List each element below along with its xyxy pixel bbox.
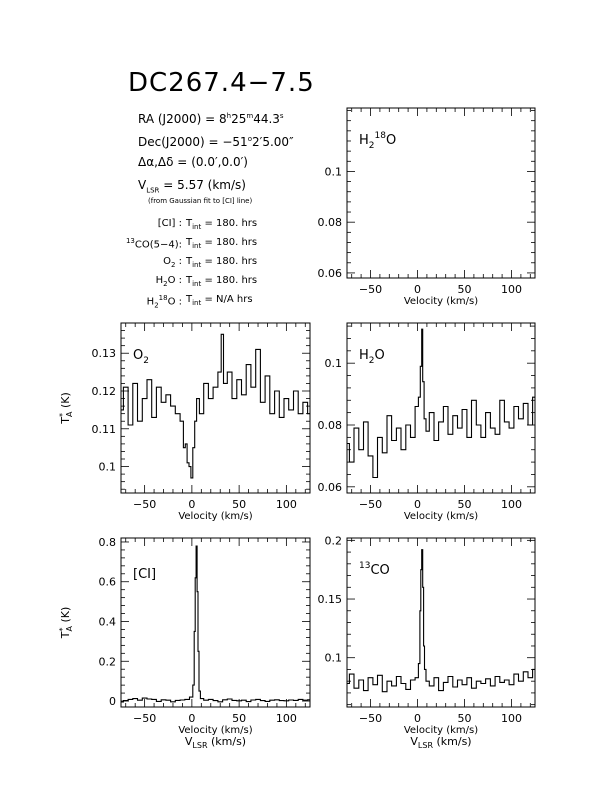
dec-rest: 2′5.00″ <box>251 135 294 149</box>
xtick-label-h2-18o: 0 <box>414 283 421 296</box>
xtick-label-h2o: 0 <box>414 498 421 511</box>
integration-name-4: $H_2^{18}O$ : <box>146 294 182 310</box>
ytick-label-o2: 0.11 <box>91 422 116 436</box>
xlabel-13co: Velocity (km/s) <box>403 725 479 736</box>
xtick-label-o2: 50 <box>232 498 247 511</box>
xlabel-ci: Velocity (km/s) <box>178 725 253 736</box>
panel-label-o2: $O_2$ <box>133 348 149 366</box>
offset-value: (0.0′,0.0′) <box>191 155 248 169</box>
xlabel-h2o: Velocity (km/s) <box>403 511 479 522</box>
ytick-label-h2o: 0.08 <box>317 419 342 432</box>
ra-label: RA (J2000) = <box>138 112 216 126</box>
panel-label-h2-18o: $H_2^{18}O$ <box>359 131 397 151</box>
xlabel2-ci: $V_{LSR}$ (km/s) <box>184 735 247 750</box>
integration-value-4: $T_{int} = N/A$ hrs <box>186 294 253 307</box>
ytick-label-h2o: 0.06 <box>317 480 342 494</box>
ytick-label-o2: 0.12 <box>91 385 116 398</box>
vlsr-value: = 5.57 (km/s) <box>163 178 246 192</box>
xtick-label-h2-18o: 50 <box>457 283 472 296</box>
integration-value-0: $T_{int} = 180$. hrs <box>186 218 258 231</box>
ra-m: 25 <box>231 112 247 126</box>
xtick-label-h2o: 50 <box>457 498 472 511</box>
ytick-label-ci: 0.8 <box>98 535 116 549</box>
ytick-label-h2-18o: 0.06 <box>317 266 342 280</box>
panel-label-13co: $^{13}$CO <box>359 561 390 578</box>
xtick-label-13co: 0 <box>414 712 421 725</box>
ytick-label-ci: 0.4 <box>98 615 116 629</box>
xtick-label-ci: −50 <box>133 712 157 725</box>
plot-frame-o2 <box>121 323 310 493</box>
ylabel-ci: T*A (K) <box>58 606 74 639</box>
dec-label: Dec(J2000) = <box>138 135 219 149</box>
ytick-label-ci: 0 <box>109 695 116 709</box>
vlsr-note: (from Gaussian fit to [CI] line) <box>148 197 253 205</box>
integration-name-2: $O_2$ : <box>163 256 182 269</box>
xlabel-h2-18o: Velocity (km/s) <box>403 296 479 307</box>
integration-value-3: $T_{int} = 180$. hrs <box>186 275 258 288</box>
integration-name-3: $H_2O$ : <box>155 275 182 288</box>
xtick-label-h2-18o: −50 <box>358 283 383 296</box>
ytick-label-o2: 0.1 <box>98 460 116 474</box>
panel-label-ci: [CI] <box>133 567 157 582</box>
ra-line: RA (J2000) = 8$^h$25$^m$44.3$^s$ <box>138 112 284 126</box>
xtick-label-h2o: 100 <box>501 498 522 511</box>
integration-value-1: $T_{int} = 180$. hrs <box>186 237 258 250</box>
xtick-label-ci: 50 <box>232 712 247 725</box>
panel-label-h2o: $H_2O$ <box>359 348 385 366</box>
integration-value-2: $T_{int} = 180$. hrs <box>186 256 258 269</box>
ytick-label-o2: 0.13 <box>91 347 116 361</box>
xlabel-o2: Velocity (km/s) <box>178 511 253 522</box>
offset-label: Δα,Δδ = <box>138 155 188 169</box>
ytick-label-13co: 0.2 <box>324 534 342 548</box>
ra-h: 8 <box>219 112 227 126</box>
ytick-label-h2o: 0.1 <box>324 357 342 371</box>
xtick-label-o2: 100 <box>275 498 297 511</box>
dec-line: $Dec(J2000) = -51^o2'5.00''$ <box>138 135 294 149</box>
xtick-label-o2: 0 <box>188 498 196 511</box>
xtick-label-h2o: −50 <box>358 498 383 511</box>
ytick-label-h2-18o: 0.08 <box>317 216 342 230</box>
xtick-label-13co: 50 <box>457 712 472 725</box>
plot-frame-ci <box>121 538 310 707</box>
ytick-label-h2-18o: 0.1 <box>324 165 342 179</box>
ylabel-o2: T*A (K) <box>58 392 74 424</box>
xlabel2-13co: $V_{LSR}$ (km/s) <box>410 735 472 750</box>
spectrum-line-o2 <box>121 334 310 478</box>
ytick-label-13co: 0.1 <box>324 651 342 665</box>
xtick-label-o2: −50 <box>133 498 157 511</box>
xtick-label-ci: 0 <box>188 712 196 725</box>
integration-name-1: $^{13}$CO(5−4): <box>125 237 182 251</box>
vlsr-sub: LSR <box>146 186 160 195</box>
source-title: DC267.4−7.5 <box>128 68 315 98</box>
integration-name-0: [CI] : <box>157 218 182 229</box>
ytick-label-ci: 0.2 <box>98 655 116 669</box>
xtick-label-ci: 100 <box>275 712 297 725</box>
ra-s: 44.3 <box>253 112 280 126</box>
xtick-label-h2-18o: 100 <box>501 283 522 296</box>
vlsr-label: V <box>138 178 147 192</box>
ytick-label-13co: 0.15 <box>317 593 342 607</box>
xtick-label-13co: −50 <box>358 712 383 725</box>
xtick-label-13co: 100 <box>501 712 522 725</box>
dec-d: −51 <box>222 135 248 149</box>
ytick-label-ci: 0.6 <box>98 575 116 589</box>
